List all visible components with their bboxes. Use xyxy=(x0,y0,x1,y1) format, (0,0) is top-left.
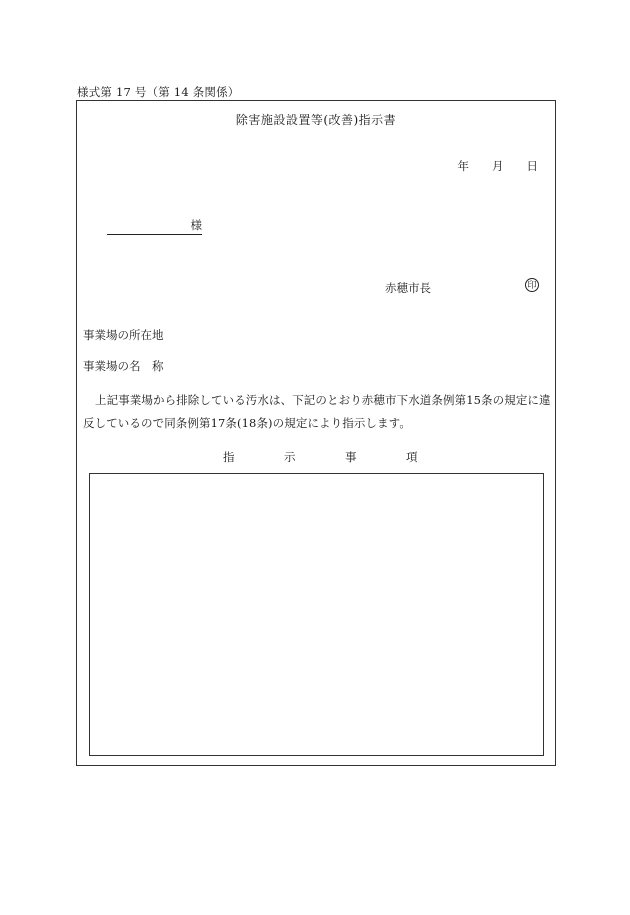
addressee-honorific: 様 xyxy=(190,218,202,232)
date-day-label: 日 xyxy=(526,159,538,173)
date-month-label: 月 xyxy=(492,159,504,173)
instructions-heading-char-4: 項 xyxy=(406,450,418,464)
instructions-box xyxy=(89,473,544,756)
date-year-label: 年 xyxy=(457,159,469,173)
business-name-label: 事業場の名 称 xyxy=(83,359,164,373)
business-location-label: 事業場の所在地 xyxy=(83,328,164,342)
body-text: 上記事業場から排除している汚水は、下記のとおり赤穂市下水道条例第15条の規定に違反しているので同条例第17条(18条)の規定により指示します。 xyxy=(83,393,551,430)
issuer-name: 赤穂市長 xyxy=(385,281,431,295)
document-frame xyxy=(76,100,556,766)
instructions-heading xyxy=(223,449,467,465)
form-number: 様式第 17 号（第 14 条関係） xyxy=(77,85,240,99)
date-line xyxy=(458,158,539,174)
instructions-heading-char-1: 指 xyxy=(223,450,235,464)
document-title: 除害施設設置等(改善)指示書 xyxy=(235,113,397,127)
seal-mark: 印 xyxy=(525,278,539,292)
instructions-heading-char-3: 事 xyxy=(345,450,357,464)
addressee-line xyxy=(107,220,202,235)
instructions-heading-char-2: 示 xyxy=(284,450,296,464)
